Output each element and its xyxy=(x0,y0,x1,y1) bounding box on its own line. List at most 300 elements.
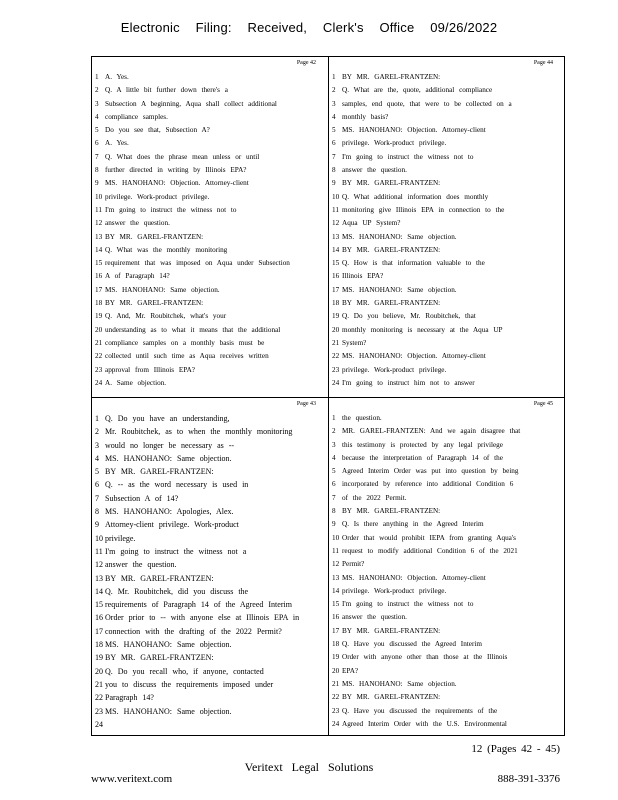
line-number: 13 xyxy=(332,232,340,241)
line-number: 6 xyxy=(95,480,99,490)
line-number: 15 xyxy=(95,600,103,610)
line-text: System? xyxy=(342,338,367,347)
transcript-line xyxy=(332,665,560,678)
line-text: answer the question. xyxy=(342,613,407,622)
page-number: Page 45 xyxy=(533,401,553,407)
line-text: MS. HANOHANO: Same objection. xyxy=(342,679,457,688)
transcript-line xyxy=(95,638,323,651)
transcript-page-45 xyxy=(329,398,565,738)
line-number: 11 xyxy=(95,546,103,556)
line-text: Aqua UP System? xyxy=(342,219,401,228)
line-number: 18 xyxy=(332,299,340,308)
transcript-line xyxy=(332,137,560,150)
transcript-page-43 xyxy=(92,398,328,738)
transcript-line xyxy=(95,191,323,204)
line-number: 5 xyxy=(332,126,336,135)
line-text: Illinois EPA? xyxy=(342,272,384,281)
transcript-page-42 xyxy=(92,57,328,397)
line-text: would no longer be necessary as -- xyxy=(105,440,235,450)
line-number: 5 xyxy=(95,126,99,135)
transcript-line xyxy=(95,478,323,491)
transcript-line xyxy=(95,651,323,664)
line-text: MS. HANOHANO: Objection. Attorney-client xyxy=(105,179,249,188)
transcript-lines xyxy=(95,412,323,731)
transcript-line xyxy=(332,257,560,270)
line-number: 4 xyxy=(332,453,336,462)
line-number: 12 xyxy=(95,560,103,570)
line-text: Q. Mr. Roubitchek, did you discuss the xyxy=(105,586,249,596)
line-number: 3 xyxy=(95,99,99,108)
transcript-line xyxy=(95,505,323,518)
transcript-line xyxy=(95,151,323,164)
line-text: A. Yes. xyxy=(105,73,129,81)
line-number: 24 xyxy=(332,719,340,728)
line-text: BY MR. GAREL-FRANTZEN: xyxy=(342,693,441,702)
line-number: 7 xyxy=(332,493,336,502)
line-number: 21 xyxy=(332,338,340,347)
line-number: 19 xyxy=(95,653,103,663)
line-number: 23 xyxy=(332,706,340,715)
line-text: Order prior to -- with anyone else at Illinois EPA in xyxy=(105,613,300,623)
line-number: 11 xyxy=(332,546,339,555)
line-number: 3 xyxy=(332,99,336,108)
line-text: BY MR. GAREL-FRANTZEN: xyxy=(342,179,441,188)
line-text: privilege. Work-product privilege. xyxy=(342,139,447,148)
transcript-line xyxy=(332,492,560,505)
line-text: MS. HANOHANO: Same objection. xyxy=(342,285,457,294)
line-number: 5 xyxy=(332,467,336,476)
line-text: Q. How is that information valuable to the xyxy=(342,259,485,268)
transcript-line xyxy=(332,465,560,478)
line-text: Q. Have you discussed the Agreed Interim xyxy=(342,640,482,649)
transcript-line xyxy=(332,151,560,164)
transcript-line xyxy=(95,337,323,350)
line-text: BY MR. GAREL-FRANTZEN: xyxy=(105,467,214,477)
line-text: Do you see that, Subsection A? xyxy=(105,126,210,135)
transcript-line xyxy=(95,439,323,452)
line-number: 9 xyxy=(95,179,99,188)
line-number: 8 xyxy=(95,166,99,175)
line-text: MS. HANOHANO: Same objection. xyxy=(105,640,232,650)
transcript-line xyxy=(95,257,323,270)
line-text: answer the question. xyxy=(105,219,170,228)
transcript-line xyxy=(332,625,560,638)
line-number: 9 xyxy=(332,520,336,529)
transcript-line xyxy=(95,297,323,310)
transcript-line xyxy=(95,231,323,244)
transcript-line xyxy=(332,478,560,491)
transcript-lines xyxy=(332,412,560,731)
line-text: BY MR. GAREL-FRANTZEN: xyxy=(342,73,441,81)
line-number: 16 xyxy=(332,272,340,281)
line-text: compliance samples. xyxy=(105,112,168,121)
transcript-line xyxy=(95,412,323,425)
transcript-line xyxy=(95,310,323,323)
line-text: Permit? xyxy=(342,560,365,569)
line-number: 7 xyxy=(95,152,99,161)
line-number: 23 xyxy=(95,706,103,716)
transcript-line xyxy=(332,638,560,651)
line-text: Q. Is there anything in the Agreed Interim xyxy=(342,520,484,529)
line-number: 16 xyxy=(332,613,340,622)
line-number: 14 xyxy=(95,245,103,254)
line-text: MS. HANOHANO: Same objection. xyxy=(105,706,232,716)
transcript-line xyxy=(332,545,560,558)
line-text: Q. And, Mr. Roubitchek, what's your xyxy=(105,312,227,321)
transcript-line xyxy=(95,71,323,84)
line-number: 23 xyxy=(332,365,340,374)
line-text: MS. HANOHANO: Objection. Attorney-client xyxy=(342,573,486,582)
line-text: Paragraph 14? xyxy=(105,693,154,703)
line-number: 3 xyxy=(332,440,336,449)
line-number: 20 xyxy=(332,666,340,675)
line-number: 6 xyxy=(332,480,336,489)
line-text: MS. HANOHANO: Apologies, Alex. xyxy=(105,507,234,517)
line-text: privilege. Work-product privilege. xyxy=(105,192,210,201)
line-text: approval from Illinois EPA? xyxy=(105,365,195,374)
line-number: 19 xyxy=(332,312,340,321)
line-text: understanding as to what it means that the additional xyxy=(105,325,281,334)
transcript-line xyxy=(332,532,560,545)
transcript-line xyxy=(332,310,560,323)
line-number: 17 xyxy=(95,626,103,636)
line-number: 11 xyxy=(332,205,339,214)
line-number: 4 xyxy=(95,112,99,121)
transcript-line xyxy=(95,111,323,124)
line-text: incorporated by reference into additional Condition 6 xyxy=(342,480,514,489)
line-text: I'm going to instruct him not to answer xyxy=(342,378,475,387)
line-number: 1 xyxy=(332,414,336,422)
transcript-line xyxy=(95,177,323,190)
transcript-line xyxy=(332,297,560,310)
transcript-grid xyxy=(91,56,565,736)
line-text: you to discuss the requirements imposed under xyxy=(105,679,274,689)
line-number: 11 xyxy=(95,205,102,214)
line-number: 12 xyxy=(95,219,103,228)
line-number: 8 xyxy=(95,507,99,517)
transcript-line xyxy=(95,518,323,531)
transcript-line xyxy=(332,585,560,598)
line-number: 10 xyxy=(332,533,340,542)
line-number: 8 xyxy=(332,166,336,175)
line-text: answer the question. xyxy=(105,560,177,570)
line-number: 14 xyxy=(332,586,340,595)
transcript-line xyxy=(332,452,560,465)
line-text: privilege. Work-product privilege. xyxy=(342,586,447,595)
line-text: Subsection A beginning, Aqua shall collect additional xyxy=(105,99,277,108)
line-number: 4 xyxy=(332,112,336,121)
transcript-line xyxy=(332,270,560,283)
line-text: the question. xyxy=(342,414,382,422)
line-text: privilege. Work-product privilege. xyxy=(342,365,447,374)
line-text: Mr. Roubitchek, as to when the monthly monitoring xyxy=(105,427,293,437)
line-text: Q. What does the phrase mean unless or until xyxy=(105,152,260,161)
line-text: this testimony is protected by any legal privilege xyxy=(342,440,503,449)
line-text: Agreed Interim Order with the U.S. Environmental xyxy=(342,719,507,728)
transcript-line xyxy=(332,177,560,190)
transcript-line xyxy=(332,505,560,518)
transcript-line xyxy=(95,377,323,390)
transcript-line xyxy=(332,337,560,350)
transcript-line xyxy=(332,191,560,204)
line-text: BY MR. GAREL-FRANTZEN: xyxy=(105,653,214,663)
line-text: Subsection A of 14? xyxy=(105,493,179,503)
line-number: 24 xyxy=(95,719,103,729)
transcript-line xyxy=(95,324,323,337)
line-text: Q. What additional information does monthly xyxy=(342,192,489,201)
line-text: collected until such time as Aqua receives written xyxy=(105,352,269,361)
line-number: 13 xyxy=(95,232,103,241)
line-text: connection with the drafting of the 2022 Permit? xyxy=(105,626,282,636)
page-number: Page 43 xyxy=(296,401,316,407)
transcript-line xyxy=(332,439,560,452)
line-number: 19 xyxy=(95,312,103,321)
line-number: 23 xyxy=(95,365,103,374)
line-text: BY MR. GAREL-FRANTZEN: xyxy=(105,573,214,583)
line-text: MS. HANOHANO: Same objection. xyxy=(342,232,457,241)
line-number: 20 xyxy=(95,666,103,676)
transcript-line xyxy=(332,244,560,257)
line-number: 20 xyxy=(95,325,103,334)
line-number: 22 xyxy=(95,693,103,703)
line-text: BY MR. GAREL-FRANTZEN: xyxy=(105,299,204,308)
transcript-line xyxy=(95,244,323,257)
line-text: because the interpretation of Paragraph 14 of the xyxy=(342,453,503,462)
transcript-page-44 xyxy=(329,57,565,397)
transcript-line xyxy=(95,270,323,283)
line-text: MS. HANOHANO: Objection. Attorney-client xyxy=(342,126,486,135)
line-number: 14 xyxy=(332,245,340,254)
transcript-line xyxy=(95,465,323,478)
transcript-line xyxy=(332,598,560,611)
line-number: 9 xyxy=(95,520,99,530)
transcript-line xyxy=(95,350,323,363)
transcript-line xyxy=(95,364,323,377)
transcript-line xyxy=(332,611,560,624)
transcript-line xyxy=(95,452,323,465)
line-number: 19 xyxy=(332,653,340,662)
line-text: requirements of Paragraph 14 of the Agreed Interim xyxy=(105,600,292,610)
line-text: Q. Have you discussed the requirements of the xyxy=(342,706,498,715)
line-number: 13 xyxy=(332,573,340,582)
line-text xyxy=(105,718,323,731)
line-text: compliance samples on a monthly basis must be xyxy=(105,338,265,347)
line-text: Attorney-client privilege. Work-product xyxy=(105,520,239,530)
page-number: Page 44 xyxy=(533,60,553,66)
line-text: of the 2022 Permit. xyxy=(342,493,407,502)
filing-header: Electronic Filing: Received, Clerk's Office 09/26/2022 xyxy=(120,20,498,35)
transcript-line xyxy=(332,324,560,337)
line-number: 17 xyxy=(95,285,103,294)
transcript-line xyxy=(95,124,323,137)
line-number: 22 xyxy=(332,352,340,361)
line-text: privilege. xyxy=(105,533,136,543)
line-text: Q. What are the, quote, additional compliance xyxy=(342,86,493,95)
line-text: Q. -- as the word necessary is used in xyxy=(105,480,249,490)
line-text: A. Same objection. xyxy=(105,378,167,387)
line-number: 24 xyxy=(95,378,103,387)
line-text: MS. HANOHANO: Same objection. xyxy=(105,285,220,294)
line-text: I'm going to instruct the witness not a xyxy=(105,546,247,556)
line-number: 2 xyxy=(95,427,99,437)
transcript-line xyxy=(332,651,560,664)
transcript-line xyxy=(332,518,560,531)
website-text: www.veritext.com xyxy=(91,773,173,785)
line-text: BY MR. GAREL-FRANTZEN: xyxy=(342,626,441,635)
line-number: 2 xyxy=(332,427,336,436)
line-number: 18 xyxy=(332,640,340,649)
line-number: 14 xyxy=(95,586,103,596)
transcript-line xyxy=(95,532,323,545)
line-text: MR. GAREL-FRANTZEN: And we again disagree that xyxy=(342,427,521,436)
line-text: Q. Do you recall who, if anyone, contacted xyxy=(105,666,264,676)
transcript-line xyxy=(95,84,323,97)
line-text: Q. Do you believe, Mr. Roubitchek, that xyxy=(342,312,476,321)
transcript-line xyxy=(95,217,323,230)
transcript-line xyxy=(95,691,323,704)
transcript-line xyxy=(332,284,560,297)
transcript-line xyxy=(95,558,323,571)
line-text: requirement that was imposed on Aqua under Subsection xyxy=(105,259,290,268)
line-text: I'm going to instruct the witness not to xyxy=(342,152,474,161)
line-text: EPA? xyxy=(342,666,359,675)
line-number: 9 xyxy=(332,179,336,188)
transcript-line xyxy=(332,572,560,585)
transcript-lines xyxy=(95,71,323,390)
transcript-line xyxy=(95,164,323,177)
transcript-line xyxy=(95,425,323,438)
transcript-line xyxy=(332,217,560,230)
line-number: 10 xyxy=(95,192,103,201)
line-text: A. Yes. xyxy=(105,139,129,148)
transcript-line xyxy=(95,572,323,585)
page-number: Page 42 xyxy=(296,60,316,66)
transcript-line xyxy=(332,678,560,691)
line-text: A of Paragraph 14? xyxy=(105,272,170,281)
line-number: 1 xyxy=(332,73,336,81)
transcript-line xyxy=(95,545,323,558)
line-number: 24 xyxy=(332,378,340,387)
line-number: 17 xyxy=(332,626,340,635)
line-number: 12 xyxy=(332,219,340,228)
line-number: 18 xyxy=(95,640,103,650)
line-number: 1 xyxy=(95,414,99,423)
company-name: Veritext Legal Solutions xyxy=(244,760,374,774)
line-number: 7 xyxy=(332,152,336,161)
line-number: 20 xyxy=(332,325,340,334)
transcript-line xyxy=(332,98,560,111)
line-number: 7 xyxy=(95,493,99,503)
line-number: 1 xyxy=(95,73,99,81)
transcript-line xyxy=(332,111,560,124)
line-text: BY MR. GAREL-FRANTZEN: xyxy=(342,507,441,516)
transcript-line xyxy=(332,377,560,390)
transcript-line xyxy=(332,350,560,363)
line-text: MS. HANOHANO: Objection. Attorney-client xyxy=(342,352,486,361)
transcript-line xyxy=(332,425,560,438)
line-text: BY MR. GAREL-FRANTZEN: xyxy=(342,299,441,308)
line-text: I'm going to instruct the witness not to xyxy=(105,205,237,214)
line-text: monthly basis? xyxy=(342,112,389,121)
line-number: 22 xyxy=(332,693,340,702)
line-number: 18 xyxy=(95,299,103,308)
page-range: 12 (Pages 42 - 45) xyxy=(471,743,560,755)
line-number: 21 xyxy=(95,338,103,347)
transcript-line xyxy=(95,625,323,638)
transcript-line xyxy=(332,84,560,97)
transcript-line xyxy=(332,412,560,425)
line-number: 10 xyxy=(332,192,340,201)
line-text: request to modify additional Condition 6 of the 2021 xyxy=(342,546,518,555)
line-number: 21 xyxy=(95,679,103,689)
transcript-line xyxy=(95,137,323,150)
transcript-line xyxy=(332,691,560,704)
line-text: Q. What was the monthly monitoring xyxy=(105,245,228,254)
line-text: Q. A little bit further down there's a xyxy=(105,86,228,95)
line-number: 10 xyxy=(95,533,103,543)
transcript-line xyxy=(332,124,560,137)
line-text: Q. Do you have an understanding, xyxy=(105,414,230,423)
line-text: further directed in writing by Illinois EPA? xyxy=(105,166,247,175)
transcript-line xyxy=(95,598,323,611)
line-number: 6 xyxy=(332,139,336,148)
transcript-line xyxy=(95,705,323,718)
line-number: 16 xyxy=(95,272,103,281)
line-number: 15 xyxy=(332,259,340,268)
line-text: MS. HANOHANO: Same objection. xyxy=(105,453,232,463)
line-text: BY MR. GAREL-FRANTZEN: xyxy=(342,245,441,254)
transcript-line xyxy=(332,364,560,377)
phone-number: 888-391-3376 xyxy=(497,773,560,785)
line-number: 17 xyxy=(332,285,340,294)
line-text: BY MR. GAREL-FRANTZEN: xyxy=(105,232,204,241)
transcript-line xyxy=(332,231,560,244)
line-text: Order that would prohibit IEPA from granting Aqua's xyxy=(342,533,516,542)
line-number: 21 xyxy=(332,679,340,688)
line-text: monitoring give Illinois EPA in connection to the xyxy=(342,205,505,214)
transcript-line xyxy=(332,204,560,217)
line-number: 15 xyxy=(332,600,340,609)
transcript-line xyxy=(95,98,323,111)
line-text: monthly monitoring is necessary at the Aqua UP xyxy=(342,325,503,334)
line-number: 8 xyxy=(332,507,336,516)
line-text: samples, end quote, that were to be collected on a xyxy=(342,99,512,108)
line-number: 13 xyxy=(95,573,103,583)
line-number: 6 xyxy=(95,139,99,148)
line-number: 15 xyxy=(95,259,103,268)
transcript-line xyxy=(95,678,323,691)
transcript-line xyxy=(95,492,323,505)
line-number: 5 xyxy=(95,467,99,477)
transcript-line xyxy=(332,718,560,731)
transcript-line xyxy=(95,585,323,598)
line-number: 2 xyxy=(95,86,99,95)
line-text: Order with anyone other than those at the Illinois xyxy=(342,653,508,662)
transcript-line xyxy=(95,611,323,624)
line-number: 4 xyxy=(95,453,99,463)
transcript-line xyxy=(332,71,560,84)
line-number: 3 xyxy=(95,440,99,450)
transcript-line xyxy=(95,204,323,217)
transcript-line xyxy=(332,558,560,571)
line-number: 12 xyxy=(332,560,340,569)
line-text: answer the question. xyxy=(342,166,407,175)
transcript-line xyxy=(332,705,560,718)
line-number: 2 xyxy=(332,86,336,95)
transcript-line xyxy=(95,718,323,731)
transcript-lines xyxy=(332,71,560,390)
line-text: Agreed Interim Order was put into question by being xyxy=(342,467,519,476)
